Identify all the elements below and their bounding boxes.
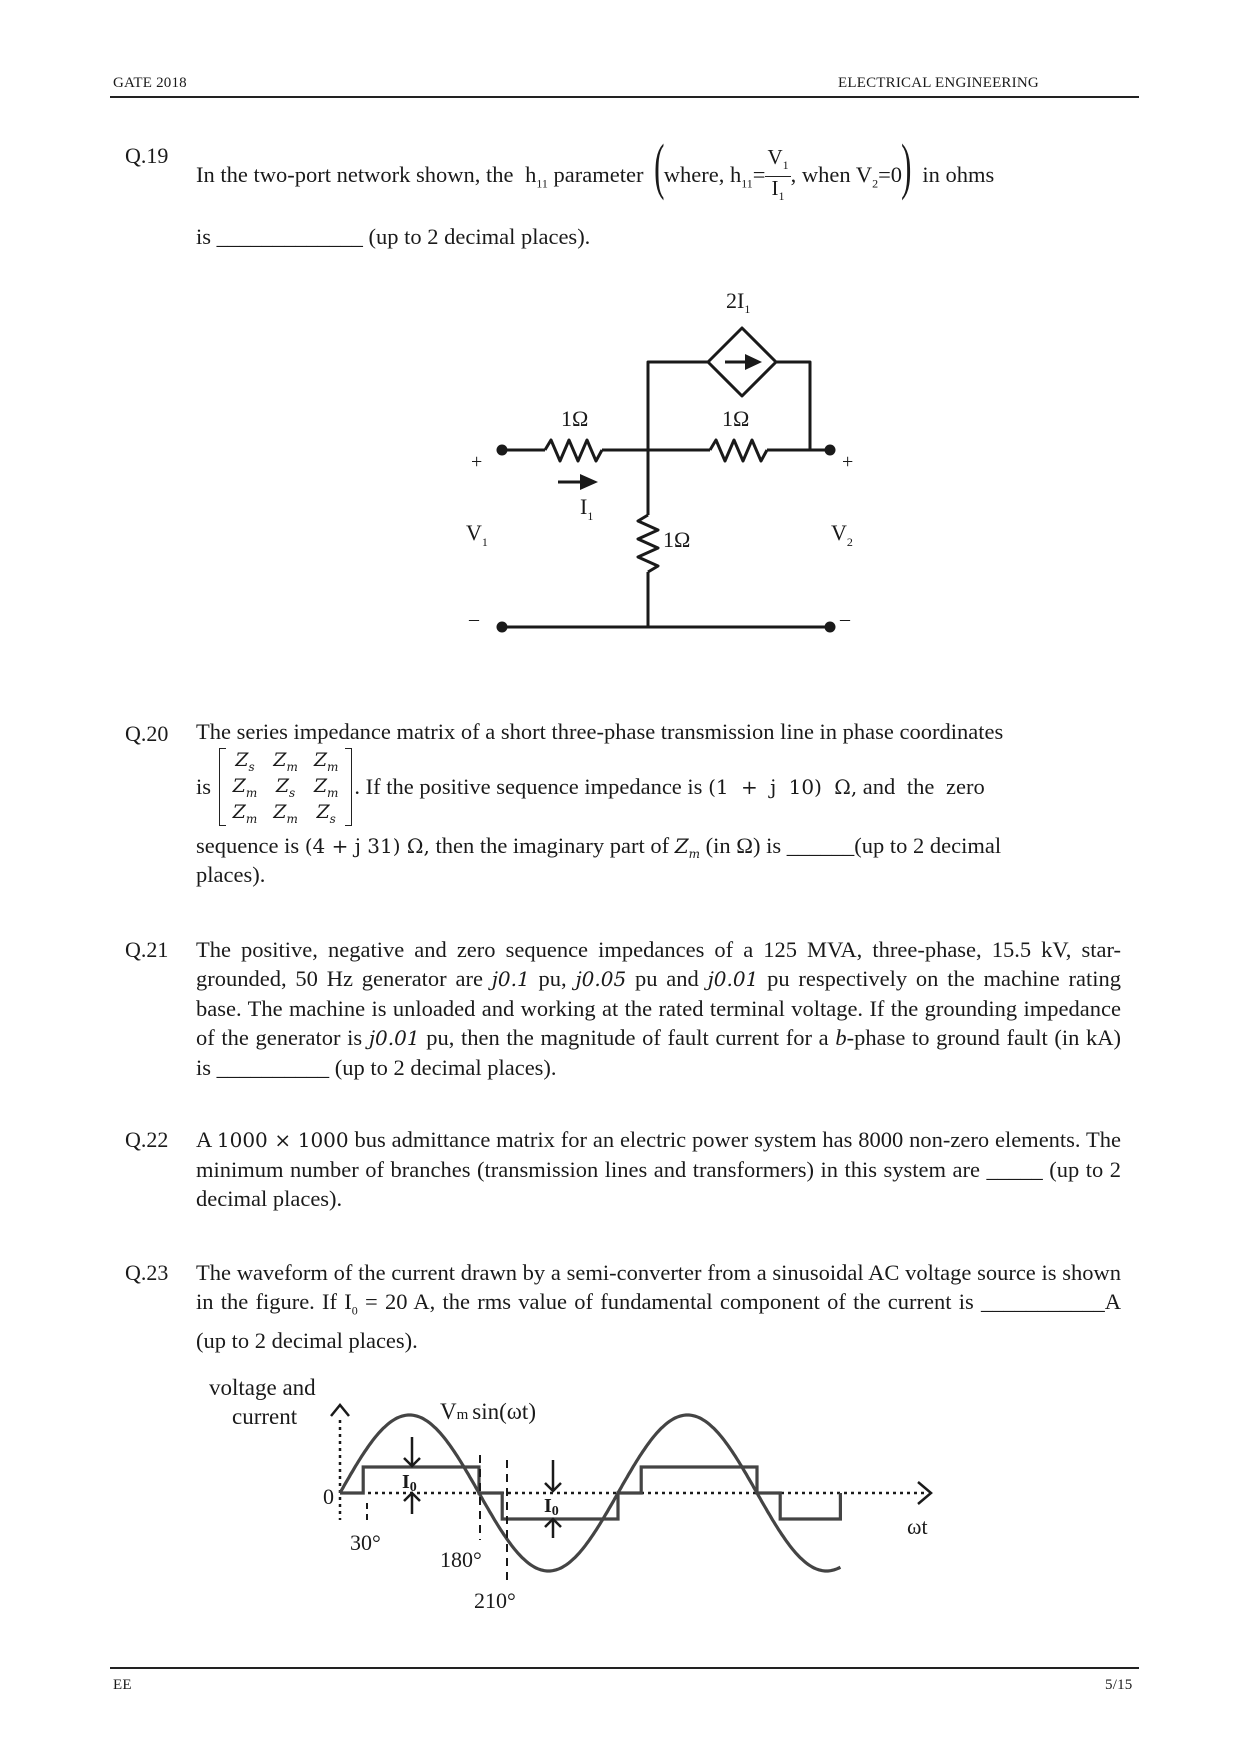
fig-origin: 0 [323,1484,334,1509]
q22-text1: A [196,1127,212,1152]
q23-text [196,1258,1121,1355]
fig-x-axis-arrow [918,1482,931,1504]
q19-is: is [196,224,212,249]
q19-when-sub: 2 [872,176,879,191]
label-minus-left: – [469,608,479,630]
matrix-bracket-right [345,748,352,826]
wire-top-right [776,362,810,450]
q19-frac-num: V [767,145,783,169]
resistor-shunt [638,515,658,572]
fig-angle-30: 30° [350,1530,381,1555]
q20-mid: . If the positive sequence impedance is [354,774,703,799]
fig-i0-label-1: I0 [402,1471,417,1495]
q22-text2: bus admittance matrix for an electric power system has 8000 non-zero elements. The minimum number of branches (transmission lines and transformers) in this system are _____ (up to 2 decimal places). [196,1127,1121,1211]
q20-number: Q.20 [125,721,169,746]
q19-h11: h [525,161,537,187]
q19-fraction [765,146,790,207]
q20-pos-seq: (1 + j 10) Ω, [708,775,858,799]
q21-z0: j0.01 [707,967,759,991]
q21-text1: The positive, negative and zero sequence impedances of a 125 MVA, three-phase, 15.5 kV, star-grounded, 50 Hz generator are [196,937,1121,991]
q23-text-i0-sub: 0 [351,1303,358,1318]
label-r-left: 1Ω [561,406,589,431]
q20-is: is [196,774,212,799]
label-r-right: 1Ω [722,406,750,431]
q20-line3c: (in Ω) is ______(up to 2 decimal [705,833,1002,858]
label-v2: $V_2$ [831,520,853,549]
terminal-bottom-right [825,622,836,633]
matrix-cell: $Z_m$ [273,800,298,826]
q23-waveform-figure [200,1365,960,1630]
terminal-top-left [497,445,508,456]
fig-sine-label: Vm sin(ωt) [440,1399,536,1424]
q21-bphase: b [835,1025,847,1050]
q19-paren-close: ) [901,132,912,201]
q19-blank: _____________ [216,224,363,249]
q20-line1: The series impedance matrix of a short three-phase transmission line in phase coordinates [196,719,1004,744]
fig-angle-180: 180° [440,1547,482,1572]
matrix-cell: $Z_s$ [235,748,255,774]
matrix-cell: $Z_m$ [313,774,339,800]
q20-matrix [219,748,353,826]
q19-where: where, h [663,161,742,187]
q22-text [196,1125,1121,1213]
fig-ylabel-1: voltage and [209,1375,316,1400]
q19-frac-num-sub: 1 [782,158,789,173]
q19-when: , when V [790,161,873,187]
q20-line3b: then the imaginary part of [435,833,670,858]
q21-text2: pu, [538,966,567,991]
q19-h11-sub: 11 [536,176,548,191]
q21-z2: j0.05 [575,967,627,991]
q21-number: Q.21 [125,937,169,962]
q21-text5: pu, then the magnitude of fault current for a [426,1025,829,1050]
terminal-bottom-left [497,622,508,633]
matrix-cell: $Z_m$ [232,800,258,826]
q20-zero-seq: (4 + j 31) Ω, [304,834,430,858]
q21-text3: pu and [635,966,699,991]
q19-circuit-diagram [440,280,880,650]
q19-line1 [196,132,1136,207]
q19-paren-open: ( [654,132,665,201]
matrix-cell: $Z_m$ [232,774,258,800]
fig-angle-210: 210° [474,1588,516,1613]
q22-number: Q.22 [125,1127,169,1152]
q20-line2 [196,748,1126,826]
q19-line2 [196,224,590,250]
q19-param-word: parameter [553,161,644,187]
footer-rule [110,1667,1139,1669]
label-r-shunt: 1Ω [663,527,691,552]
footer-left: EE [113,1677,132,1693]
q19-where-sub: 11 [741,176,753,191]
dep-source-arrow-head [745,354,762,370]
resistor-right [710,440,767,461]
q23-text1: The waveform of the current drawn by a semi-converter from a sinusoidal AC voltage source is shown in the figure. If I [196,1260,1121,1314]
matrix-cell: $Z_m$ [273,748,298,774]
q21-text6: -phase to ground fault (in kA) is __________ (up to 2 decimal places). [196,1025,1122,1080]
wire-top-left [648,362,708,450]
label-i1: $I_1$ [580,494,594,523]
matrix-bracket-left [219,748,226,826]
q21-text4: pu respectively on the machine rating base. The machine is unloaded and working at the rated terminal voltage. If the grounding impedance of the generator is [196,966,1121,1050]
fig-y-axis-arrow [331,1405,349,1416]
matrix-cell: $Z_s$ [316,800,336,826]
q20-mid2: and the zero [862,774,985,799]
label-plus-right: + [842,451,854,473]
header-left: GATE 2018 [113,75,187,91]
q21-z1: j0.1 [491,967,530,991]
label-dep-source: $2I_1$ [726,288,751,316]
q19-lead: In the two-port network shown, the [196,161,514,187]
matrix-cell: $Z_m$ [313,748,339,774]
q19-eq: = [752,161,766,187]
terminal-top-right [825,445,836,456]
footer-right: 5/15 [1105,1677,1133,1693]
header-right: ELECTRICAL ENGINEERING [838,75,1039,91]
q19-number: Q.19 [125,143,169,168]
q20-line3 [196,833,1001,861]
i1-arrow-head [580,474,598,490]
q19-frac-den: I [771,176,779,201]
header-rule [110,96,1139,98]
q23-number: Q.23 [125,1260,169,1285]
fig-ylabel-2: current [232,1404,298,1429]
fig-xlabel: ωt [907,1514,928,1539]
matrix-cell: $Z_s$ [275,774,296,800]
q21-zg: j0.01 [368,1026,420,1050]
q19-frac-den-sub: 1 [778,189,785,204]
label-plus-left: + [471,451,483,473]
fig-i0-label-2: I0 [544,1495,559,1519]
resistor-left [545,440,602,461]
q20-line4: places). [196,862,266,887]
q19-when-val: =0 [878,161,903,187]
q22-size: 1000 × 1000 [216,1128,349,1152]
q21-text [196,935,1121,1082]
label-minus-right: – [840,608,850,630]
q19-in-ohms: in ohms [922,161,995,187]
label-v1: $V_1$ [466,520,488,549]
q23-text2: = 20 A, the rms value of fundamental component of the current is ___________A (up to 2 decimal places). [196,1289,1122,1353]
q19-tail: (up to 2 decimal places). [368,224,591,249]
q20-zm: $Z_m$ [674,834,701,861]
q20-line3a: sequence is [196,833,300,858]
